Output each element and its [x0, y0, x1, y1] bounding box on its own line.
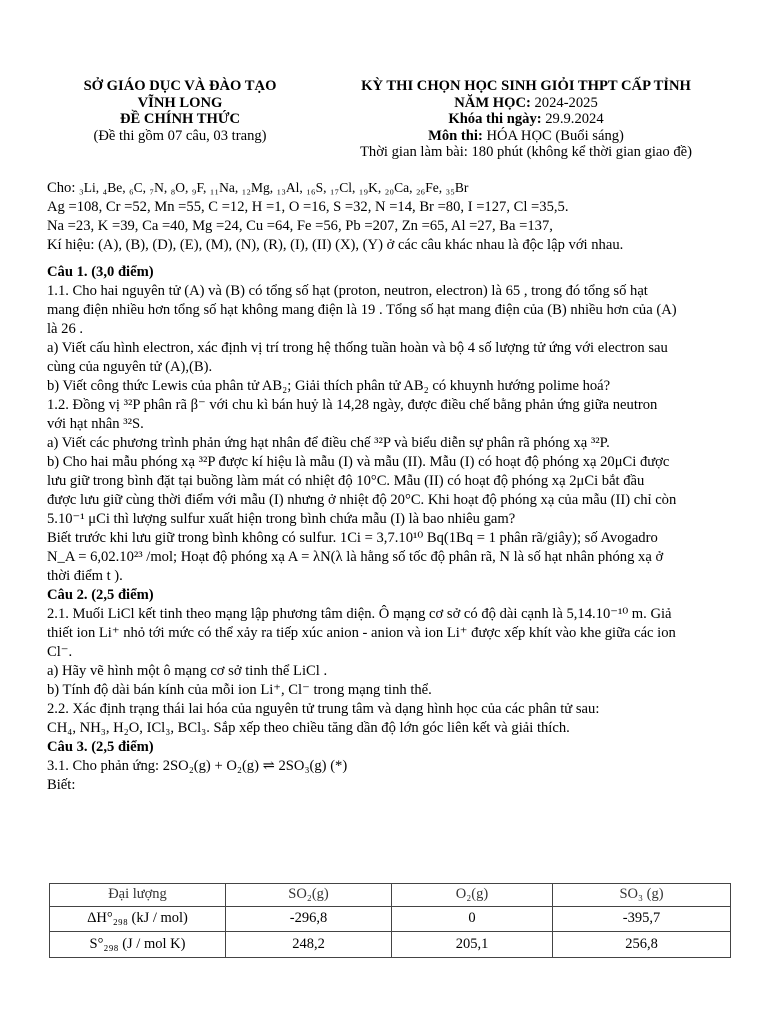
q1-line: lưu giữ trong bình đặt tại buồng làm mát có nhiệt độ 10°C. Mẫu (II) có hoạt độ phóng xạ 2μCi bắt đầu [47, 473, 645, 489]
q3-line: 3.1. Cho phản ứng: 2SO₂(g) + O₂(g) ⇌ 2SO₃(g) (*) [47, 758, 348, 774]
page-count-note: (Đề thi gồm 07 câu, 03 trang) [93, 127, 267, 144]
table-cell: 248,2 [226, 932, 392, 958]
q1-line: b) Cho hai mẫu phóng xạ ³²P được kí hiệu là mẫu (I) và mẫu (II). Mẫu (I) có hoạt độ phóng xạ 20μCi được [47, 454, 670, 470]
given-masses-1: Ag =108, Cr =52, Mn =55, C =12, H =1, O =16, S =32, N =14, Br =80, I =127, Cl =35,5. [47, 199, 569, 215]
table-row [50, 907, 731, 932]
q1-line: 1.2. Đồng vị ³²P phân rã β⁻ với chu kì bán huỷ là 14,28 ngày, được điều chế bằng phản ứng giữa neutron [47, 397, 658, 413]
exam-duration: Thời gian làm bài: 180 phút (không kể thời gian giao đề) [360, 144, 692, 160]
q1-line: 5.10⁻¹ μCi thì lượng sulfur xuất hiện trong bình chứa mẫu (I) là bao nhiêu gam? [47, 511, 516, 527]
exam-date: Khóa thi ngày: 29.9.2024 [448, 111, 604, 127]
q1-line: b) Viết công thức Lewis của phân tử AB₂; Giải thích phân tử AB₂ có khuynh hướng polime hoá? [47, 378, 611, 394]
q1-line: là 26 . [47, 321, 84, 337]
q1-line: Biết trước khi lưu giữ trong bình không có sulfur. 1Ci = 3,7.10¹⁰ Bq(1Bq = 1 phân rã/giây); số Avogadro [47, 530, 658, 546]
table-header-cell: SO₃ (g) [553, 884, 731, 907]
given-masses-2: Na =23, K =39, Ca =40, Mg =24, Cu =64, Fe =56, Pb =207, Zn =65, Al =27, Ba =137, [47, 218, 553, 234]
department-name: SỞ GIÁO DỤC VÀ ĐÀO TẠO [83, 78, 277, 94]
q1-line: a) Viết các phương trình phản ứng hạt nhân để điều chế ³²P và biểu diễn sự phân rã phóng xạ ³²P. [47, 435, 610, 451]
q2-line: thiết ion Li⁺ nhỏ tới mức có thể xảy ra tiếp xúc anion - anion và ion Li⁺ được xếp khít vào khe giữa các ion [47, 625, 676, 641]
table-header-cell: Đại lượng [50, 884, 226, 907]
exam-body [47, 178, 727, 795]
table-cell: 0 [392, 907, 553, 932]
table-header-cell: SO₂(g) [226, 884, 392, 907]
table-cell: 205,1 [392, 932, 553, 958]
question-1-title: Câu 1. (3,0 điểm) [47, 264, 154, 280]
header-right [340, 78, 712, 161]
q1-line: với hạt nhân ³²S. [47, 416, 144, 432]
table-header-row [50, 884, 731, 907]
table-cell: 256,8 [553, 932, 731, 958]
table-row [50, 932, 731, 958]
header-left [60, 78, 300, 144]
question-3-title: Câu 3. (2,5 điểm) [47, 739, 154, 755]
table-header-cell: O₂(g) [392, 884, 553, 907]
q1-line: 1.1. Cho hai nguyên tử (A) và (B) có tổng số hạt (proton, neutron, electron) là 65 , trong đó tổng số hạt [47, 283, 648, 299]
q2-line: 2.2. Xác định trạng thái lai hóa của nguyên tử trung tâm và dạng hình học của các phân tử sau: [47, 701, 600, 717]
q2-line: b) Tính độ dài bán kính của mỗi ion Li⁺, Cl⁻ trong mạng tinh thể. [47, 682, 432, 698]
q1-line: thời điểm t ). [47, 568, 123, 584]
q1-line: được lưu giữ cùng thời điểm với mẫu (I) nhưng ở nhiệt độ 20°C. Khi hoạt độ phóng xạ của mẫu (II) chỉ còn [47, 492, 677, 508]
symbols-note: Kí hiệu: (A), (B), (D), (E), (M), (N), (R), (I), (II) (X), (Y) ở các câu khác nhau là độc lập với nhau. [47, 237, 624, 253]
question-2-title: Câu 2. (2,5 điểm) [47, 587, 154, 603]
table-cell: -296,8 [226, 907, 392, 932]
table-cell: -395,7 [553, 907, 731, 932]
school-year: NĂM HỌC: 2024-2025 [454, 94, 598, 111]
exam-title: KỲ THI CHỌN HỌC SINH GIỎI THPT CẤP TỈNH [361, 78, 691, 94]
province-name: VĨNH LONG [137, 94, 223, 111]
q1-line: mang điện nhiều hơn tổng số hạt không mang điện là 19 . Tổng số hạt mang điện của (B) nhiều hơn của (A) [47, 302, 677, 318]
q1-line: a) Viết cấu hình electron, xác định vị trí trong hệ thống tuần hoàn và bộ 4 số lượng tử ứng với electron sau [47, 340, 668, 356]
q2-line: 2.1. Muối LiCl kết tinh theo mạng lập phương tâm diện. Ô mạng cơ sở có độ dài cạnh là 5,14.10⁻¹⁰ m. Giả [47, 606, 672, 622]
thermo-data-table [49, 883, 731, 958]
q1-line: N_A = 6,02.10²³ /mol; Hoạt độ phóng xạ A = λN(λ là hằng số tốc độ phân rã, N là số hạt nhân phóng xạ ở [47, 549, 664, 565]
q2-line: Cl⁻. [47, 644, 73, 660]
q1-line: cùng của nguyên tử (A),(B). [47, 359, 213, 375]
q2-line: CH₄, NH₃, H₂O, ICl₃, BCl₃. Sắp xếp theo chiều tăng dần độ lớn góc liên kết và giải thích. [47, 720, 570, 736]
q2-line: a) Hãy vẽ hình một ô mạng cơ sở tinh thể LiCl . [47, 663, 328, 679]
official-label: ĐỀ CHÍNH THỨC [119, 111, 240, 127]
q3-line: Biết: [47, 777, 76, 793]
table-cell: ΔH°₂₉₈ (kJ / mol) [50, 907, 226, 932]
table-cell: S°₂₉₈ (J / mol K) [50, 932, 226, 958]
given-elements: Cho: ₃Li, ₄Be, ₆C, ₇N, ₈O, ₉F, ₁₁Na, ₁₂Mg, ₁₃Al, ₁₆S, ₁₇Cl, ₁₉K, ₂₀Ca, ₂₆Fe, ₃₅Br [47, 180, 469, 196]
exam-subject: Môn thi: HÓA HỌC (Buổi sáng) [428, 127, 624, 144]
